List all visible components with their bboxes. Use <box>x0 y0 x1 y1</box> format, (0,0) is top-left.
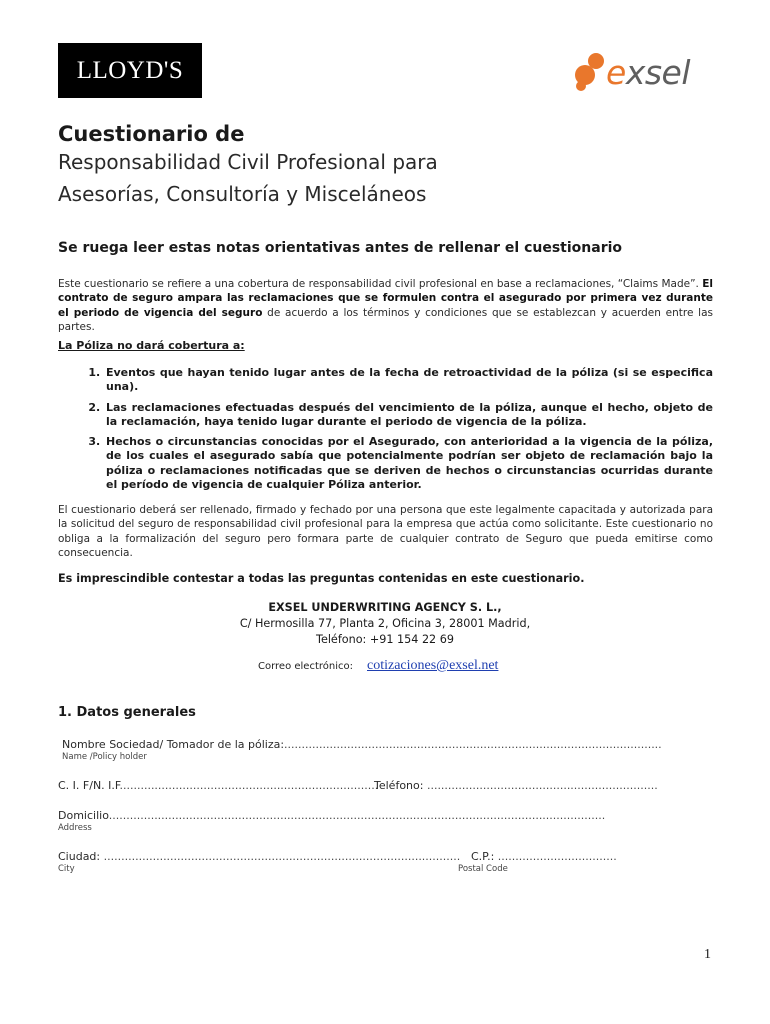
intro-text-1: Este cuestionario se refiere a una cobertura de responsabilidad civil profesional en base a reclamaciones, “Claims Made”. <box>58 278 699 290</box>
address-field[interactable] <box>58 809 622 822</box>
phone-dots: .................................................................. <box>423 779 658 792</box>
city-hint: City <box>58 864 75 874</box>
city-dots: ...................................................................................................... <box>100 850 461 863</box>
page-subtitle-line2: Asesorías, Consultoría y Misceláneos <box>58 182 427 206</box>
company-name-hint: Name /Policy holder <box>62 752 147 762</box>
postal-code-hint: Postal Code <box>458 864 508 874</box>
agency-phone: Teléfono: +91 154 22 69 <box>316 633 454 646</box>
exsel-logo <box>572 50 712 94</box>
exclusion-item: 2. Las reclamaciones efectuadas después del vencimiento de la póliza, aunque el hecho, objeto de la reclamación, haya tenido lugar durante el periodo de vigencia de la póliza. <box>104 401 713 430</box>
phone-label: Teléfono: <box>374 779 424 792</box>
cif-dots: .......................................................................... <box>119 779 379 792</box>
postal-code-field[interactable] <box>471 850 621 863</box>
page-subtitle-line1: Responsabilidad Civil Profesional para <box>58 150 438 174</box>
phone-field[interactable] <box>374 779 658 792</box>
intro-text-bold: El contrato de seguro ampara las reclamaciones que se formulen contra el asegurado por primera vez durante el periodo de vigencia del seguro <box>58 278 714 319</box>
address-dots: .............................................................................................................................................. <box>108 809 606 822</box>
notes-heading: Se ruega leer estas notas orientativas antes de rellenar el cuestionario <box>58 240 623 256</box>
exclusion-item: 1. Eventos que hayan tenido lugar antes de la fecha de retroactividad de la póliza (si se especifica una). <box>104 366 713 395</box>
exsel-logo-text: exsel <box>606 52 691 92</box>
signature-note: El cuestionario deberá ser rellenado, firmado y fechado por una persona que este legalmente capacitada y autorizada para la solicitud del seguro de responsabilidad civil profesional para la empresa que actúa como solicitante. Este cuestionario no obliga a la formalización del seguro pero formara parte de cualquier contrato de Seguro que pueda emitirse como consecuencia. <box>58 504 713 559</box>
email-link[interactable]: cotizaciones@exsel.net <box>367 658 499 673</box>
intro-text-2: de acuerdo a los términos y condiciones que se establezcan y acuerden entre las partes. <box>58 306 713 333</box>
postal-code-label: C.P.: <box>471 850 495 863</box>
cif-field[interactable] <box>58 779 379 792</box>
email-label: Correo electrónico: <box>258 661 353 672</box>
page-number: 1 <box>704 947 711 962</box>
agency-block <box>0 600 770 648</box>
company-name-field[interactable] <box>62 738 662 751</box>
address-label: Domicilio <box>58 809 109 822</box>
company-name-dots: ............................................................................................................ <box>284 738 662 751</box>
address-hint: Address <box>58 823 92 833</box>
lloyds-logo <box>58 43 202 98</box>
agency-address: C/ Hermosilla 77, Planta 2, Oficina 3, 28001 Madrid, <box>239 617 531 630</box>
lloyds-logo-text: LLOYD'S <box>76 56 184 84</box>
section-general-data-title: 1. Datos generales <box>58 705 196 720</box>
company-name-label: Nombre Sociedad/ Tomador de la póliza: <box>62 738 285 751</box>
exclusion-item: 3. Hechos o circunstancias conocidas por el Asegurado, con anterioridad a la vigencia de la póliza, de los cuales el asegurado sabía que potencialmente podrían ser objeto de reclamación bajo la póliza o reclamaciones notificadas que se deriven de hechos o circunstancias ocurridas durante el período de vigencia de cualquier Póliza anterior. <box>104 435 713 492</box>
city-field[interactable] <box>58 850 468 863</box>
agency-name: EXSEL UNDERWRITING AGENCY S. L., <box>268 601 502 614</box>
cif-label: C. I. F/N. I.F <box>58 779 120 792</box>
postal-code-dots: .................................. <box>494 850 617 863</box>
exclusions-heading: La Póliza no dará cobertura a: <box>58 339 245 352</box>
city-label: Ciudad: <box>58 850 101 863</box>
important-note: Es imprescindible contestar a todas las preguntas contenidas en este cuestionario. <box>58 572 585 585</box>
exsel-logo-icon <box>572 51 608 93</box>
exclusions-list <box>58 366 713 498</box>
page-title: Cuestionario de <box>58 122 245 146</box>
intro-paragraph <box>58 277 713 334</box>
